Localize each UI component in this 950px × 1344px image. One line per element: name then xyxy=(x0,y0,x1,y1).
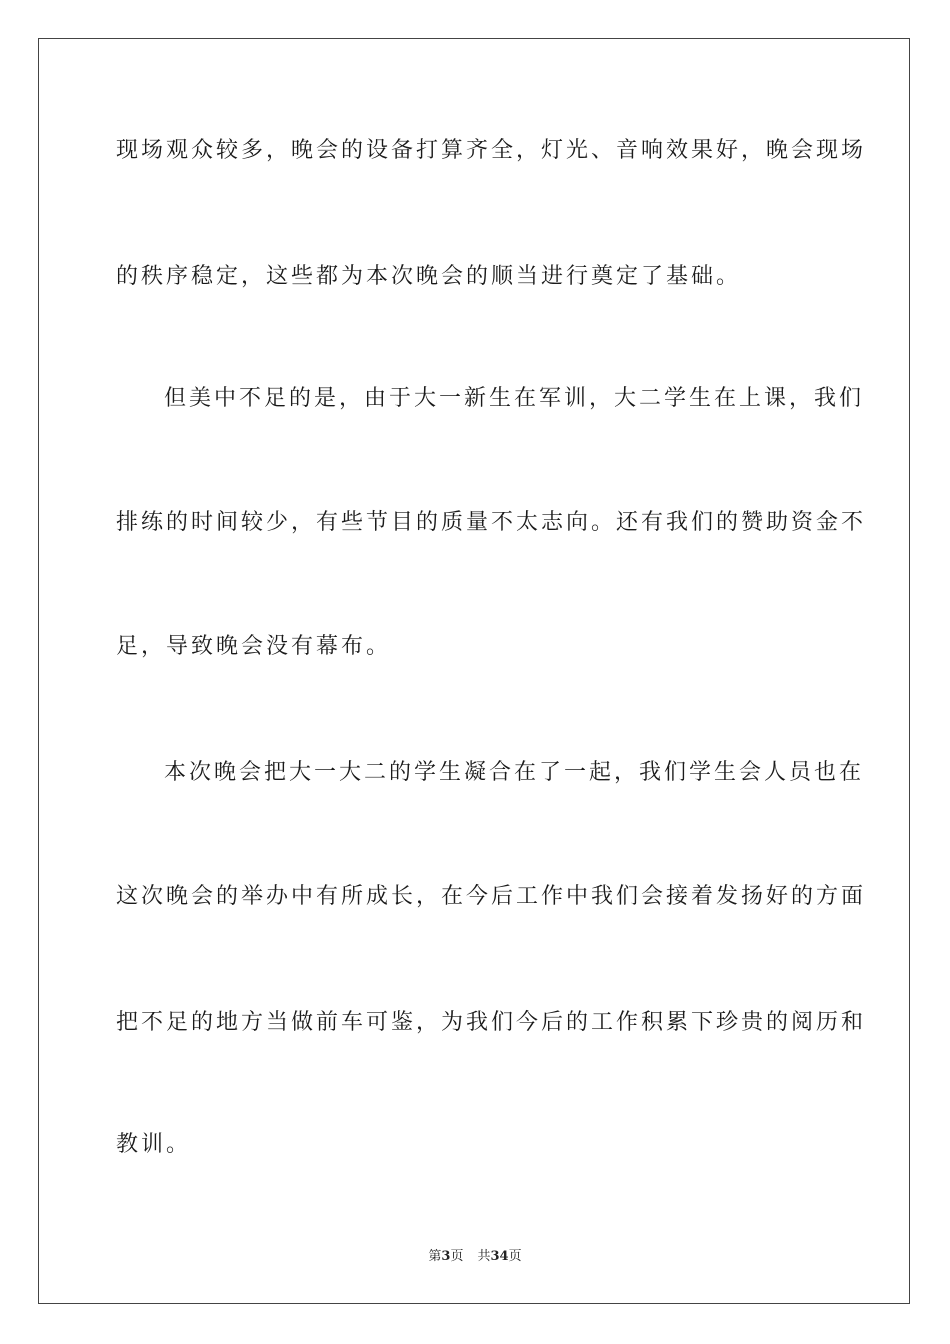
total-suffix: 页 xyxy=(508,1249,522,1264)
page-number: 3 xyxy=(441,1249,451,1264)
text-line-5: 足，导致晚会没有幕布。 xyxy=(116,634,392,659)
text-line-2: 的秩序稳定，这些都为本次晚会的顺当进行奠定了基础。 xyxy=(116,264,742,289)
page-footer xyxy=(0,1248,950,1266)
text-line-7: 这次晚会的举办中有所成长，在今后工作中我们会接着发扬好的方面 xyxy=(116,884,867,909)
page-suffix: 页 xyxy=(450,1249,464,1264)
page-prefix: 第 xyxy=(428,1249,442,1264)
text-line-1: 现场观众较多，晚会的设备打算齐全，灯光、音响效果好，晚会现场 xyxy=(116,138,867,163)
paragraph-3-line-1: 本次晚会把大一大二的学生凝合在了一起，我们学生会人员也在 xyxy=(164,760,865,785)
paragraph-2-line-1: 但美中不足的是，由于大一新生在军训，大二学生在上课，我们 xyxy=(164,386,865,411)
text-line-4: 排练的时间较少，有些节目的质量不太志向。还有我们的赞助资金不 xyxy=(116,510,867,535)
text-line-9: 教训。 xyxy=(116,1132,192,1157)
text-line-8: 把不足的地方当做前车可鉴，为我们今后的工作积累下珍贵的阅历和 xyxy=(116,1010,867,1035)
total-prefix: 共 xyxy=(477,1249,491,1264)
page-frame xyxy=(38,38,910,1304)
total-pages: 34 xyxy=(490,1249,509,1264)
